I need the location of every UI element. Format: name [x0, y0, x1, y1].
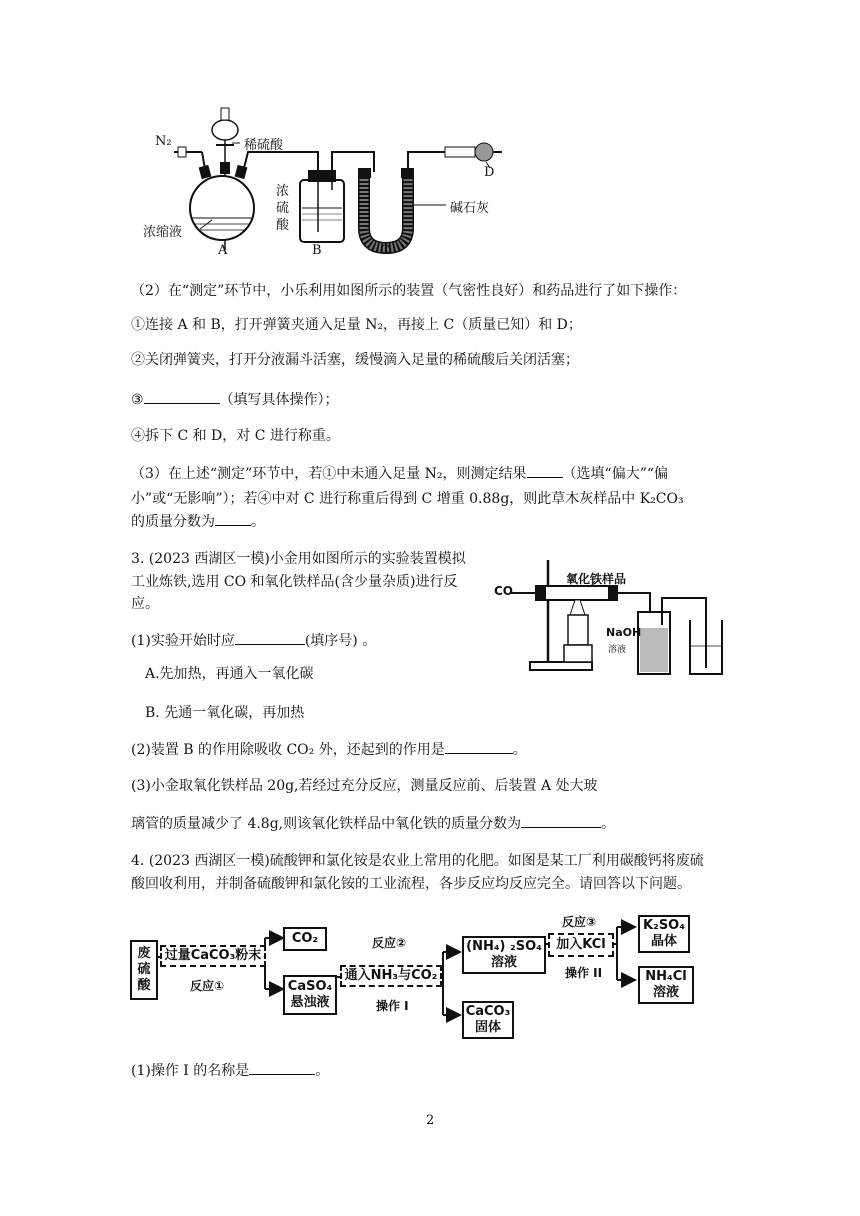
q3-line1: 3. (2023 西湖区一模)小金用如图所示的实验装置模拟 [131, 551, 466, 567]
answer-blank[interactable] [215, 511, 251, 526]
label-c: C [380, 243, 390, 258]
answer-blank[interactable] [144, 389, 220, 404]
flow-operation-2: 操作 II [565, 966, 603, 980]
q3-line2: 工业炼铁,选用 CO 和氧化铁样品(含少量杂质)进行反 [131, 574, 458, 590]
flow-nh3-co2: 通入NH₃与CO₂ [340, 965, 442, 987]
label-naoh: NaOH [606, 626, 642, 639]
q4-sub1: (1)操作 I 的名称是 。 [131, 1060, 329, 1081]
label-b: B [312, 243, 322, 258]
answer-blank[interactable] [235, 630, 305, 645]
label-co: CO [494, 584, 514, 598]
answer-blank[interactable] [249, 1060, 315, 1075]
q2-part3-line2: 小”或“无影响”）；若④中对 C 进行称重后得到 C 增重 0.88g，则此草木灰样品中 K₂CO₃ [131, 491, 684, 507]
label-dilute-acid: 稀硫酸 [244, 138, 284, 153]
label-iron-oxide-sample: 氧化铁样品 [566, 572, 627, 586]
q3-line3: 应。 [131, 596, 159, 612]
flow-reaction-1: 反应① [190, 979, 225, 993]
q4-line1: 4. (2023 西湖区一模)硫酸钾和氯化铵是农业上常用的化肥。如图是某工厂利用碳酸钙将废硫 [131, 853, 704, 869]
label-concentrate: 浓缩液 [143, 225, 183, 240]
flow-caco3-solid: CaCO₃ 固体 [462, 1001, 514, 1039]
q2-step3: ③ （填写具体操作）； [131, 389, 339, 410]
flow-reaction-2: 反应② [372, 936, 407, 950]
answer-blank[interactable] [445, 739, 513, 754]
flow-nh4cl: NH₄Cl 溶液 [638, 966, 694, 1004]
q3-sub3-line2: 璃管的质量减少了 4.8g,则该氧化铁样品中氧化铁的质量分数为 。 [131, 813, 615, 834]
flow-add-kcl: 加入KCl [548, 933, 614, 957]
flow-reaction-3: 反应③ [562, 915, 597, 929]
answer-blank[interactable] [527, 463, 563, 478]
answer-blank[interactable] [521, 813, 601, 828]
q2-step1: ①连接 A 和 B，打开弹簧夹通入足量 N₂，再接上 C（质量已知）和 D； [131, 317, 582, 333]
q2-step2: ②关闭弹簧夹，打开分液漏斗活塞，缓慢滴入足量的稀硫酸后关闭活塞； [131, 352, 579, 368]
label-soda-lime: 碱石灰 [450, 201, 490, 216]
q3-sub2: (2)装置 B 的作用除吸收 CO₂ 外，还起到的作用是 。 [131, 739, 527, 760]
apparatus-diagram-1 [140, 100, 520, 260]
label-n2: N₂ [155, 134, 172, 149]
q3-sub3-line1: (3)小金取氧化铁样品 20g,若经过充分反应，测量反应前、后装置 A 处大玻 [131, 778, 598, 794]
flow-waste-acid: 废 硫 酸 [130, 940, 158, 1000]
flow-k2so4: K₂SO₄ 晶体 [638, 915, 690, 953]
flow-caco3-powder: 过量CaCO₃粉末 [160, 945, 266, 967]
label-conc-h2so4: 浓 硫 酸 [276, 184, 290, 233]
q4-line2: 酸回收利用，并制备硫酸钾和氯化铵的工业流程，各步反应均反应完全。请回答以下问题。 [131, 876, 691, 892]
label-solution: 溶液 [608, 645, 627, 655]
q3-sub1: (1)实验开始时应 (填序号) 。 [131, 630, 376, 651]
flow-operation-1: 操作 I [376, 999, 409, 1013]
flow-caso4: CaSO₄ 悬浊液 [283, 975, 337, 1015]
flow-ammonium-sulfate: (NH₄) ₂SO₄ 溶液 [462, 936, 546, 974]
q3-option-b: B. 先通一氧化碳，再加热 [145, 705, 305, 721]
flow-co2: CO₂ [283, 927, 327, 951]
q2-part3-line1: （3）在上述“测定”环节中，若①中未通入足量 N₂，则测定结果 （选填“偏大”“偏 [131, 463, 668, 484]
q2-part2: （2）在“测定”环节中，小乐利用如图所示的装置（气密性良好）和药品进行了如下操作： [131, 283, 687, 299]
page-number: 2 [426, 1113, 435, 1128]
q3-option-a: A.先加热，再通入一氧化碳 [145, 666, 314, 682]
q2-part3-line3: 的质量分数为 。 [131, 511, 265, 532]
q2-step4: ④拆下 C 和 D，对 C 进行称重。 [131, 428, 340, 444]
label-a: A [218, 243, 228, 258]
label-d: D [484, 165, 495, 180]
